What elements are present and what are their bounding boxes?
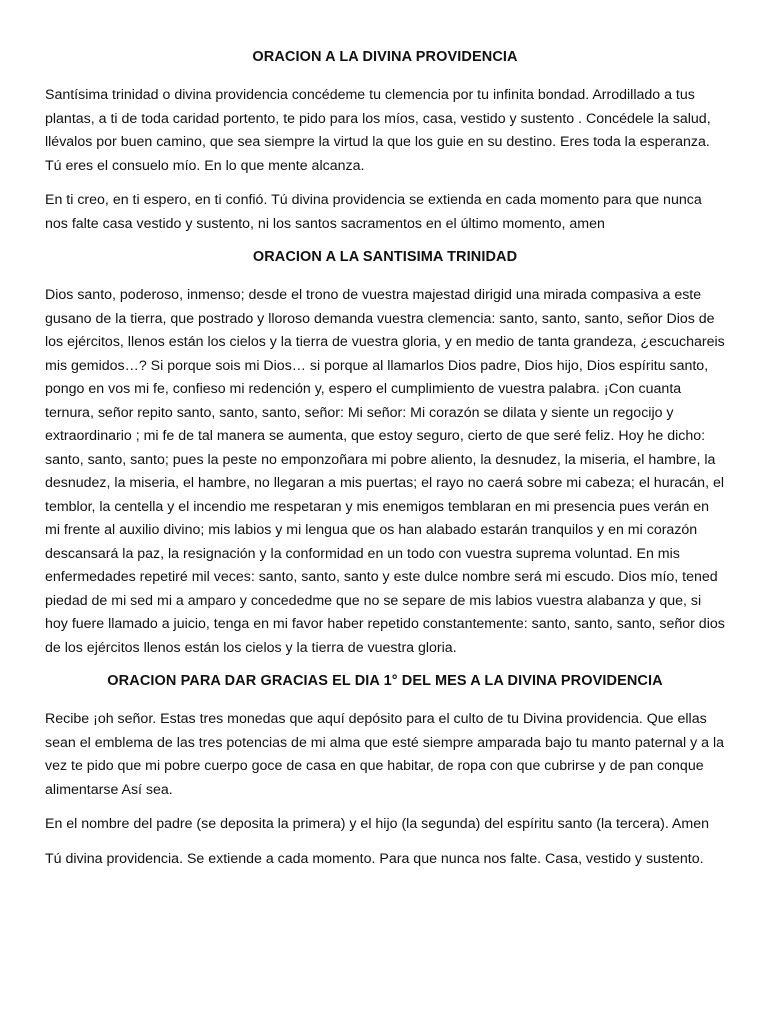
document-page (45, 47, 725, 882)
prayer-title-santisima-trinidad: ORACION A LA SANTISIMA TRINIDAD (252, 249, 518, 265)
prayer-paragraph: En el nombre del padre (se deposita la primera) y el hijo (la segunda) del espíritu santo (la tercera). Amen (45, 816, 709, 832)
prayer-paragraph: Tú divina providencia. Se extiende a cada momento. Para que nunca nos falte. Casa, vestido y sustento. (45, 850, 704, 867)
prayer-title-divina-providencia: ORACION A LA DIVINA PROVIDENCIA (252, 49, 518, 65)
prayer-paragraph: Recibe ¡oh señor. Estas tres monedas que aquí depósito para el culto de tu Divina providencia. Que ellas sean el emblema de las tres potencias de mi alma que esté siempre amparada bajo tu manto paternal y a la vez te pido que mi pobre cuerpo goce de casa en que habitar, de ropa con que cubrirse y de pan conque alimentarse Así sea. (45, 711, 725, 798)
prayer-paragraph: En ti creo, en ti espero, en ti confió. Tú divina providencia se extienda en cada momento para que nunca nos falte casa vestido y sustento, ni los santos sacramentos en el último momento, amen (45, 192, 702, 232)
prayer-title-dar-gracias: ORACION PARA DAR GRACIAS EL DIA 1° DEL MES A LA DIVINA PROVIDENCIA (107, 673, 663, 689)
prayer-paragraph: Dios santo, poderoso, inmenso; desde el trono de vuestra majestad dirigid una mirada compasiva a este gusano de la tierra, que postrado y lloroso demanda vuestra clemencia: santo, santo, santo, señor Dios de los ejércitos, llenos están los cielos y la tierra de vuestra gloria, y en medio de tanta grandeza, ¿escuchareis mis gemidos…? Si porque sois mi Dios… si porque al llamarlos Dios padre, Dios hijo, Dios espíritu santo, pongo en vos mi fe, confieso mi redención y, espero el cumplimiento de vuestra palabra. ¡Con cuanta ternura, señor repito santo, santo, santo, señor: Mi señor: Mi corazón se dilata y siente un regocijo y extraordinario ; mi fe de tal manera se aumenta, que estoy seguro, cierto de que seré feliz. Hoy he dicho: santo, santo, santo; pues la peste no emponzoñara mi pobre aliento, la desnudez, la miseria, el hambre, la desnudez, la miseria, el hambre, no llegaran a mis puertas; el rayo no caerá sobre mi cabeza; el huracán, el temblor, la centella y el incendio me respetaran y mis enemigos temblaran en mi presencia pues verán en mi frente al auxilio divino; mis labios y mi lengua que os han alabado estarán tranquilos y en mi corazón descansará la paz, la resignación y la conformidad en un todo con vuestra suprema voluntad. En mis enfermedades repetiré mil veces: santo, santo, santo y este dulce nombre será mi escudo. Dios mío, tened piedad de mi sed mi a amparo y concededme que no se separe de mis labios vuestra alabanza y que, si hoy fuere llamado a juicio, tenga en mi favor haber repetido constantemente: santo, santo, santo, señor dios de los ejércitos llenos están los cielos y la tierra de vuestra gloria. (45, 287, 725, 656)
prayer-paragraph: Santísima trinidad o divina providencia concédeme tu clemencia por tu infinita bondad. Arrodillado a tus plantas, a ti de toda caridad portento, te pido para los míos, casa, vestido y sustento . Concédele la salud, llévalos por buen camino, que sea siempre la virtud la que los guie en su destino. Eres toda la esperanza. Tú eres el consuelo mío. En lo que mente alcanza. (45, 87, 711, 174)
